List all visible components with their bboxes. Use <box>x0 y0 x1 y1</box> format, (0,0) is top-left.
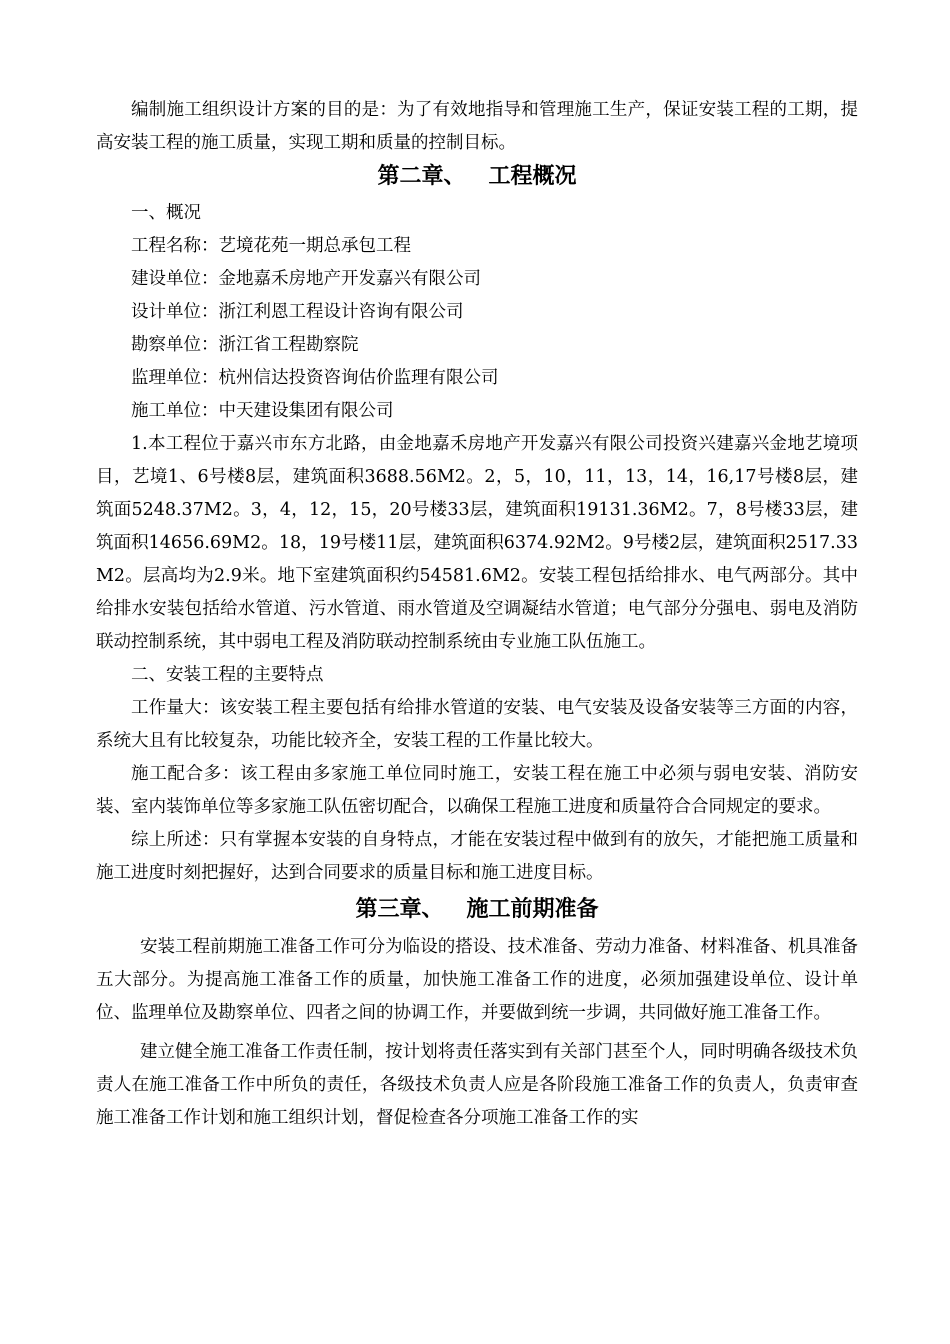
coordination-paragraph: 施工配合多：该工程由多家施工单位同时施工，安装工程在施工中必须与弱电安装、消防安装、室内装饰单位等多家施工队伍密切配合，以确保工程施工进度和质量符合合同规定的要求。 <box>96 764 858 817</box>
builder-line: 建设单位：金地嘉禾房地产开发嘉兴有限公司 <box>131 269 481 289</box>
section-2-title: 二、安装工程的主要特点 <box>131 665 324 685</box>
chapter-3-heading: 第三章、 施工前期准备 <box>355 897 599 922</box>
summary-paragraph: 综上所述：只有掌握本安装的自身特点，才能在安装过程中做到有的放矢，才能把施工质量和施工进度时刻把握好，达到合同要求的质量目标和施工进度目标。 <box>96 830 858 883</box>
project-name-line: 工程名称：艺境花苑一期总承包工程 <box>131 236 411 256</box>
supervisor-line: 监理单位：杭州信达投资咨询估价监理有限公司 <box>131 368 499 388</box>
chapter-2-heading: 第二章、 工程概况 <box>377 164 577 189</box>
surveyor-line: 勘察单位：浙江省工程勘察院 <box>131 335 359 355</box>
project-description-paragraph: 1.本工程位于嘉兴市东方北路，由金地嘉禾房地产开发嘉兴有限公司投资兴建嘉兴金地艺境项目，艺境1、6号楼8层，建筑面积3688.56M2。2，5，10，11，13，14，16,17号楼8层，建筑面5248.37M2。3，4，12，15，20号楼33层，建筑面积19131.36M2。7，8号楼33层，建筑面积14656.69M2。18，19号楼11层，建筑面积6374.92M2。9号楼2层，建筑面积2517.33M2。层高均为2.9米。地下室建筑面积约54581.6M2。安装工程包括给排水、电气两部分。其中给排水安装包括给水管道、污水管道、雨水管道及空调凝结水管道；电气部分分强电、弱电及消防联动控制系统，其中弱电工程及消防联动控制系统由专业施工队伍施工。 <box>96 434 858 652</box>
document-page <box>96 94 858 1135</box>
contractor-line: 施工单位：中天建设集团有限公司 <box>131 401 394 421</box>
preparation-paragraph-2: 建立健全施工准备工作责任制，按计划将责任落实到有关部门甚至个人，同时明确各级技术负责人在施工准备工作中所负的责任，各级技术负责人应是各阶段施工准备工作的负责人，负责审查施工准备工作计划和施工组织计划，督促检查各分项施工准备工作的实 <box>96 1042 858 1128</box>
preparation-paragraph-1: 安装工程前期施工准备工作可分为临设的搭设、技术准备、劳动力准备、材料准备、机具准备五大部分。为提高施工准备工作的质量，加快施工准备工作的进度，必须加强建设单位、设计单位、监理单位及勘察单位、四者之间的协调工作，并要做到统一步调，共同做好施工准备工作。 <box>96 937 858 1023</box>
workload-paragraph: 工作量大：该安装工程主要包括有给排水管道的安装、电气安装及设备安装等三方面的内容，系统大且有比较复杂，功能比较齐全，安装工程的工作量比较大。 <box>96 698 858 751</box>
intro-paragraph: 编制施工组织设计方案的目的是：为了有效地指导和管理施工生产，保证安装工程的工期，提高安装工程的施工质量，实现工期和质量的控制目标。 <box>96 100 858 153</box>
section-1-title: 一、概况 <box>131 203 201 223</box>
designer-line: 设计单位：浙江利恩工程设计咨询有限公司 <box>131 302 464 322</box>
